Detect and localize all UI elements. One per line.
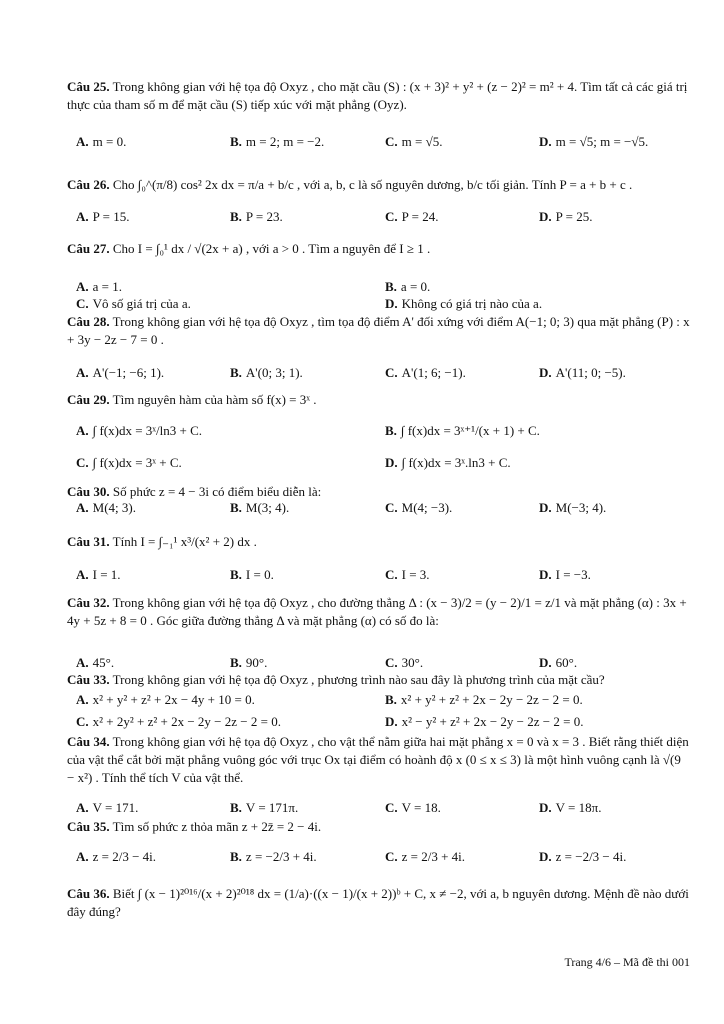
question-number: Câu 29. [67, 392, 110, 407]
page-footer: Trang 4/6 – Mã đề thi 001 [564, 955, 690, 969]
option-d: D. Không có giá trị nào của a. [385, 296, 543, 311]
option-d: D. ∫ f(x)dx = 3ˣ.ln3 + C. [385, 455, 511, 470]
question-stem: Cho I = ∫₀¹ dx / √(2x + a) , với a > 0 . Tìm a nguyên để I ≥ 1 . [112, 241, 431, 256]
question-number: Câu 25. [67, 79, 110, 94]
option-a: A. 45°. [76, 655, 115, 670]
option-b: B. a = 0. [385, 279, 431, 294]
question-stem: Trong không gian với hệ tọa độ Oxyz , cho vật thể nằm giữa hai mặt phẳng x = 0 và x = 3 . Biết rằng thiết diện của vật thể cắt bởi mặt phẳng vuông góc với trục Ox tại điểm có hoành độ x (0 ≤ x ≤ 3) là một hình vuông cạnh là √(9 − x²) . Tính thể tích V của vật thể. [67, 734, 689, 785]
question-stem: Trong không gian với hệ tọa độ Oxyz , tìm tọa độ điểm A' đối xứng với điểm A(−1; 0; 3) qua mặt phẳng (P) : x + 3y − 2z − 7 = 0 . [67, 314, 690, 347]
question-25 [67, 78, 691, 114]
question-number: Câu 33. [67, 672, 110, 687]
options-35 [76, 848, 690, 866]
question-33 [67, 671, 691, 689]
option-b: B. m = 2; m = −2. [230, 134, 325, 149]
question-number: Câu 34. [67, 734, 110, 749]
options-29-row1 [76, 422, 690, 440]
option-c: C. V = 18. [385, 800, 441, 815]
option-c: C. Vô số giá trị của a. [76, 296, 191, 311]
question-stem: Tính I = ∫₋₁¹ x³/(x² + 2) dx . [112, 534, 257, 549]
option-c: C. 30°. [385, 655, 424, 670]
question-number: Câu 31. [67, 534, 110, 549]
question-number: Câu 26. [67, 177, 110, 192]
option-d: D. P = 25. [539, 209, 593, 224]
option-d: D. V = 18π. [539, 800, 602, 815]
option-d: D. 60°. [539, 655, 578, 670]
question-36 [67, 885, 691, 921]
question-34 [67, 733, 691, 787]
option-c: C. A'(1; 6; −1). [385, 365, 466, 380]
options-27-row2 [76, 295, 690, 313]
question-number: Câu 35. [67, 819, 110, 834]
question-number: Câu 32. [67, 595, 110, 610]
question-stem: Trong không gian với hệ tọa độ Oxyz , phương trình nào sau đây là phương trình của mặt cầu? [112, 672, 605, 687]
option-a: A. m = 0. [76, 134, 127, 149]
option-a: A. P = 15. [76, 209, 130, 224]
option-c: C. x² + 2y² + z² + 2x − 2y − 2z − 2 = 0. [76, 714, 281, 729]
option-a: A. V = 171. [76, 800, 139, 815]
question-28 [67, 313, 691, 349]
question-number: Câu 30. [67, 484, 110, 499]
option-d: D. I = −3. [539, 567, 591, 582]
option-c: C. P = 24. [385, 209, 439, 224]
option-b: B. P = 23. [230, 209, 283, 224]
option-b: B. I = 0. [230, 567, 274, 582]
option-a: A. a = 1. [76, 279, 122, 294]
question-stem: Trong không gian với hệ tọa độ Oxyz , cho đường thẳng Δ : (x − 3)/2 = (y − 2)/1 = z/1 và mặt phẳng (α) : 3x + 4y + 5z + 8 = 0 . Góc giữa đường thẳng Δ và mặt phẳng (α) có số đo là: [67, 595, 687, 628]
options-27-row1 [76, 278, 690, 296]
question-stem: Tìm nguyên hàm của hàm số f(x) = 3ˣ . [112, 392, 317, 407]
question-27 [67, 240, 691, 258]
options-32 [76, 654, 690, 672]
options-29-row2 [76, 454, 690, 472]
question-stem: Tìm số phức z thỏa mãn z + 2z̄ = 2 − 4i. [112, 819, 322, 834]
question-number: Câu 36. [67, 886, 110, 901]
options-28 [76, 364, 690, 382]
option-c: C. ∫ f(x)dx = 3ˣ + C. [76, 455, 182, 470]
question-stem: Cho ∫₀^(π/8) cos² 2x dx = π/a + b/c , với a, b, c là số nguyên dương, b/c tối giản. Tính P = a + b + c . [112, 177, 633, 192]
option-d: D. z = −2/3 − 4i. [539, 849, 627, 864]
question-31 [67, 533, 691, 551]
option-b: B. z = −2/3 + 4i. [230, 849, 317, 864]
option-c: C. M(4; −3). [385, 500, 453, 515]
option-b: B. A'(0; 3; 1). [230, 365, 303, 380]
options-34 [76, 799, 690, 817]
option-b: B. V = 171π. [230, 800, 299, 815]
option-c: C. z = 2/3 + 4i. [385, 849, 466, 864]
question-35 [67, 818, 691, 836]
option-a: A. x² + y² + z² + 2x − 4y + 10 = 0. [76, 692, 255, 707]
option-a: A. A'(−1; −6; 1). [76, 365, 165, 380]
option-c: C. I = 3. [385, 567, 430, 582]
options-31 [76, 566, 690, 584]
option-a: A. ∫ f(x)dx = 3ˣ/ln3 + C. [76, 423, 203, 438]
option-d: D. A'(11; 0; −5). [539, 365, 626, 380]
options-33-row2 [76, 713, 690, 731]
option-c: C. m = √5. [385, 134, 443, 149]
question-26 [67, 176, 691, 194]
question-32 [67, 594, 691, 630]
question-number: Câu 27. [67, 241, 110, 256]
option-d: D. m = √5; m = −√5. [539, 134, 649, 149]
option-a: A. I = 1. [76, 567, 121, 582]
question-29 [67, 391, 691, 409]
question-number: Câu 28. [67, 314, 110, 329]
options-25 [76, 133, 690, 151]
options-33-row1 [76, 691, 690, 709]
option-b: B. M(3; 4). [230, 500, 290, 515]
option-d: D. x² − y² + z² + 2x − 2y − 2z − 2 = 0. [385, 714, 584, 729]
question-stem: Số phức z = 4 − 3i có điểm biểu diễn là: [112, 484, 322, 499]
options-26 [76, 208, 690, 226]
option-d: D. M(−3; 4). [539, 500, 607, 515]
option-a: A. z = 2/3 − 4i. [76, 849, 157, 864]
option-b: B. 90°. [230, 655, 268, 670]
question-stem: Trong không gian với hệ tọa độ Oxyz , cho mặt cầu (S) : (x + 3)² + y² + (z − 2)² = m² + 4. Tìm tất cả các giá trị thực của tham số m để mặt cầu (S) tiếp xúc với mặt phẳng (Oyz). [67, 79, 688, 112]
question-stem: Biết ∫ (x − 1)²⁰¹⁶/(x + 2)²⁰¹⁸ dx = (1/a)·((x − 1)/(x + 2))ᵇ + C, x ≠ −2, với a, b nguyên dương. Mệnh đề nào dưới đây đúng? [67, 886, 689, 919]
option-a: A. M(4; 3). [76, 500, 136, 515]
option-b: B. ∫ f(x)dx = 3ˣ⁺¹/(x + 1) + C. [385, 423, 540, 438]
option-b: B. x² + y² + z² + 2x − 2y − 2z − 2 = 0. [385, 692, 583, 707]
options-30 [76, 499, 690, 517]
